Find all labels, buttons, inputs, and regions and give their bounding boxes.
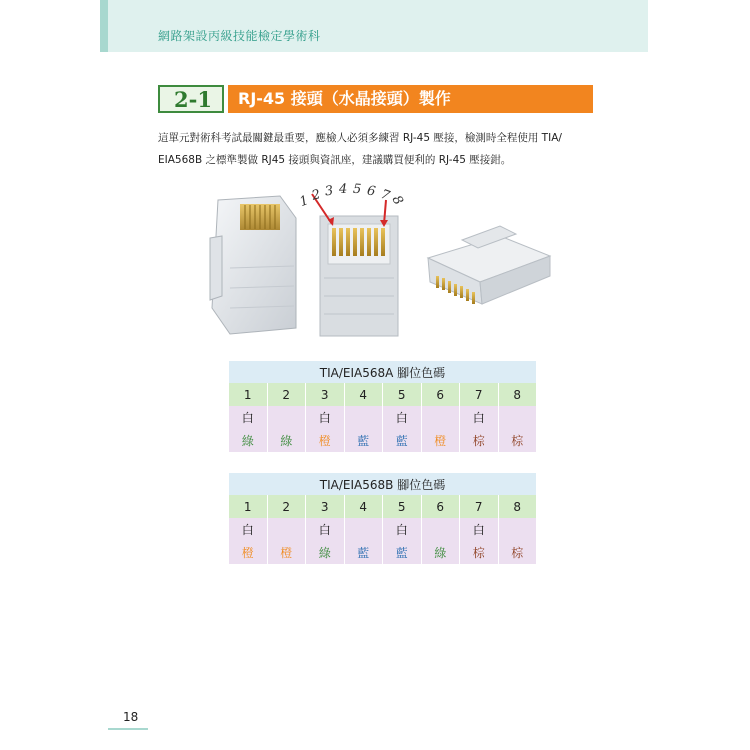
color-row	[229, 429, 537, 452]
pin-number: 1	[229, 383, 267, 406]
pin-number: 6	[421, 383, 460, 406]
wire-color-cell: 藍	[383, 429, 422, 452]
wire-color-cell: 綠	[421, 541, 460, 564]
pin-row	[229, 383, 537, 406]
pin-number: 4	[344, 383, 383, 406]
wire-color-cell: 橙	[267, 541, 306, 564]
stripe-cell: 白	[229, 406, 267, 429]
stripe-cell: 白	[306, 406, 345, 429]
connector-side-view	[210, 196, 296, 334]
table-title: TIA/EIA568B 腳位色碼	[229, 473, 537, 495]
pin-number: 5	[383, 383, 422, 406]
stripe-cell: 白	[383, 406, 422, 429]
stripe-cell	[344, 406, 383, 429]
stripe-row	[229, 406, 537, 429]
wire-color-cell: 綠	[267, 429, 306, 452]
intro-paragraph	[158, 127, 598, 171]
color-row	[229, 541, 537, 564]
section-number-box	[158, 85, 224, 113]
pin-label: 7	[378, 187, 392, 204]
pin-number: 8	[498, 383, 537, 406]
pin-label: 8	[388, 193, 406, 208]
intro-line-2: EIA568B 之標準製做 RJ45 接頭與資訊座，建議購買便利的 RJ-45 壓接鉗。	[158, 154, 512, 166]
pin-number: 5	[383, 495, 422, 518]
wire-color-cell: 橙	[421, 429, 460, 452]
running-header	[108, 0, 648, 52]
wire-color-cell: 棕	[498, 541, 537, 564]
stripe-row	[229, 518, 537, 541]
intro-line-1: 這單元對術科考試最關鍵最重要，應檢人必須多練習 RJ-45 壓接，檢測時全程使用 TIA/	[158, 132, 562, 144]
pin-number: 2	[267, 495, 306, 518]
connector-angled-view	[428, 226, 550, 304]
stripe-cell	[498, 406, 537, 429]
pin-number: 6	[421, 495, 460, 518]
stripe-cell	[421, 406, 460, 429]
wire-color-cell: 棕	[460, 541, 499, 564]
pin-label: 3	[323, 183, 335, 200]
stripe-cell: 白	[229, 518, 267, 541]
pin-row	[229, 495, 537, 518]
table-568b	[229, 473, 537, 564]
page-number: 18	[123, 710, 139, 724]
pin-label: 5	[352, 181, 362, 198]
wire-color-cell: 綠	[229, 429, 267, 452]
table-title: TIA/EIA568A 腳位色碼	[229, 361, 537, 383]
pin-number: 4	[344, 495, 383, 518]
wire-color-cell: 藍	[344, 429, 383, 452]
section-title: RJ-45 接頭（水晶接頭）製作	[238, 89, 451, 108]
stripe-cell	[267, 406, 306, 429]
pin-number-labels	[297, 180, 420, 210]
connector-front-view	[312, 194, 398, 336]
header-accent	[100, 0, 108, 52]
wire-color-cell: 藍	[383, 541, 422, 564]
left-margin	[0, 0, 100, 750]
running-title: 網路架設丙級技能檢定學術科	[158, 29, 321, 43]
stripe-cell	[344, 518, 383, 541]
stripe-cell: 白	[306, 518, 345, 541]
wire-color-cell: 棕	[460, 429, 499, 452]
wire-color-cell: 棕	[498, 429, 537, 452]
pin-number: 2	[267, 383, 306, 406]
section-heading	[158, 85, 593, 113]
pin-label: 1	[297, 193, 311, 210]
stripe-cell	[421, 518, 460, 541]
pin-number: 3	[306, 383, 345, 406]
pin-number: 8	[498, 495, 537, 518]
wire-color-cell: 橙	[306, 429, 345, 452]
pin-label: 4	[338, 181, 348, 198]
wire-color-cell: 藍	[344, 541, 383, 564]
wire-color-cell: 橙	[229, 541, 267, 564]
pin-number: 7	[460, 495, 499, 518]
pin-number: 7	[460, 383, 499, 406]
section-title-bar	[228, 85, 593, 113]
stripe-cell: 白	[460, 406, 499, 429]
stripe-cell: 白	[383, 518, 422, 541]
pin-label: 6	[365, 183, 377, 200]
section-number: 2-1	[174, 87, 212, 112]
pin-number: 3	[306, 495, 345, 518]
pin-number: 1	[229, 495, 267, 518]
stripe-cell	[267, 518, 306, 541]
footer-rule	[108, 728, 148, 730]
stripe-cell	[498, 518, 537, 541]
table-568a	[229, 361, 537, 452]
stripe-cell: 白	[460, 518, 499, 541]
wire-color-cell: 綠	[306, 541, 345, 564]
pin-label: 2	[310, 187, 322, 204]
